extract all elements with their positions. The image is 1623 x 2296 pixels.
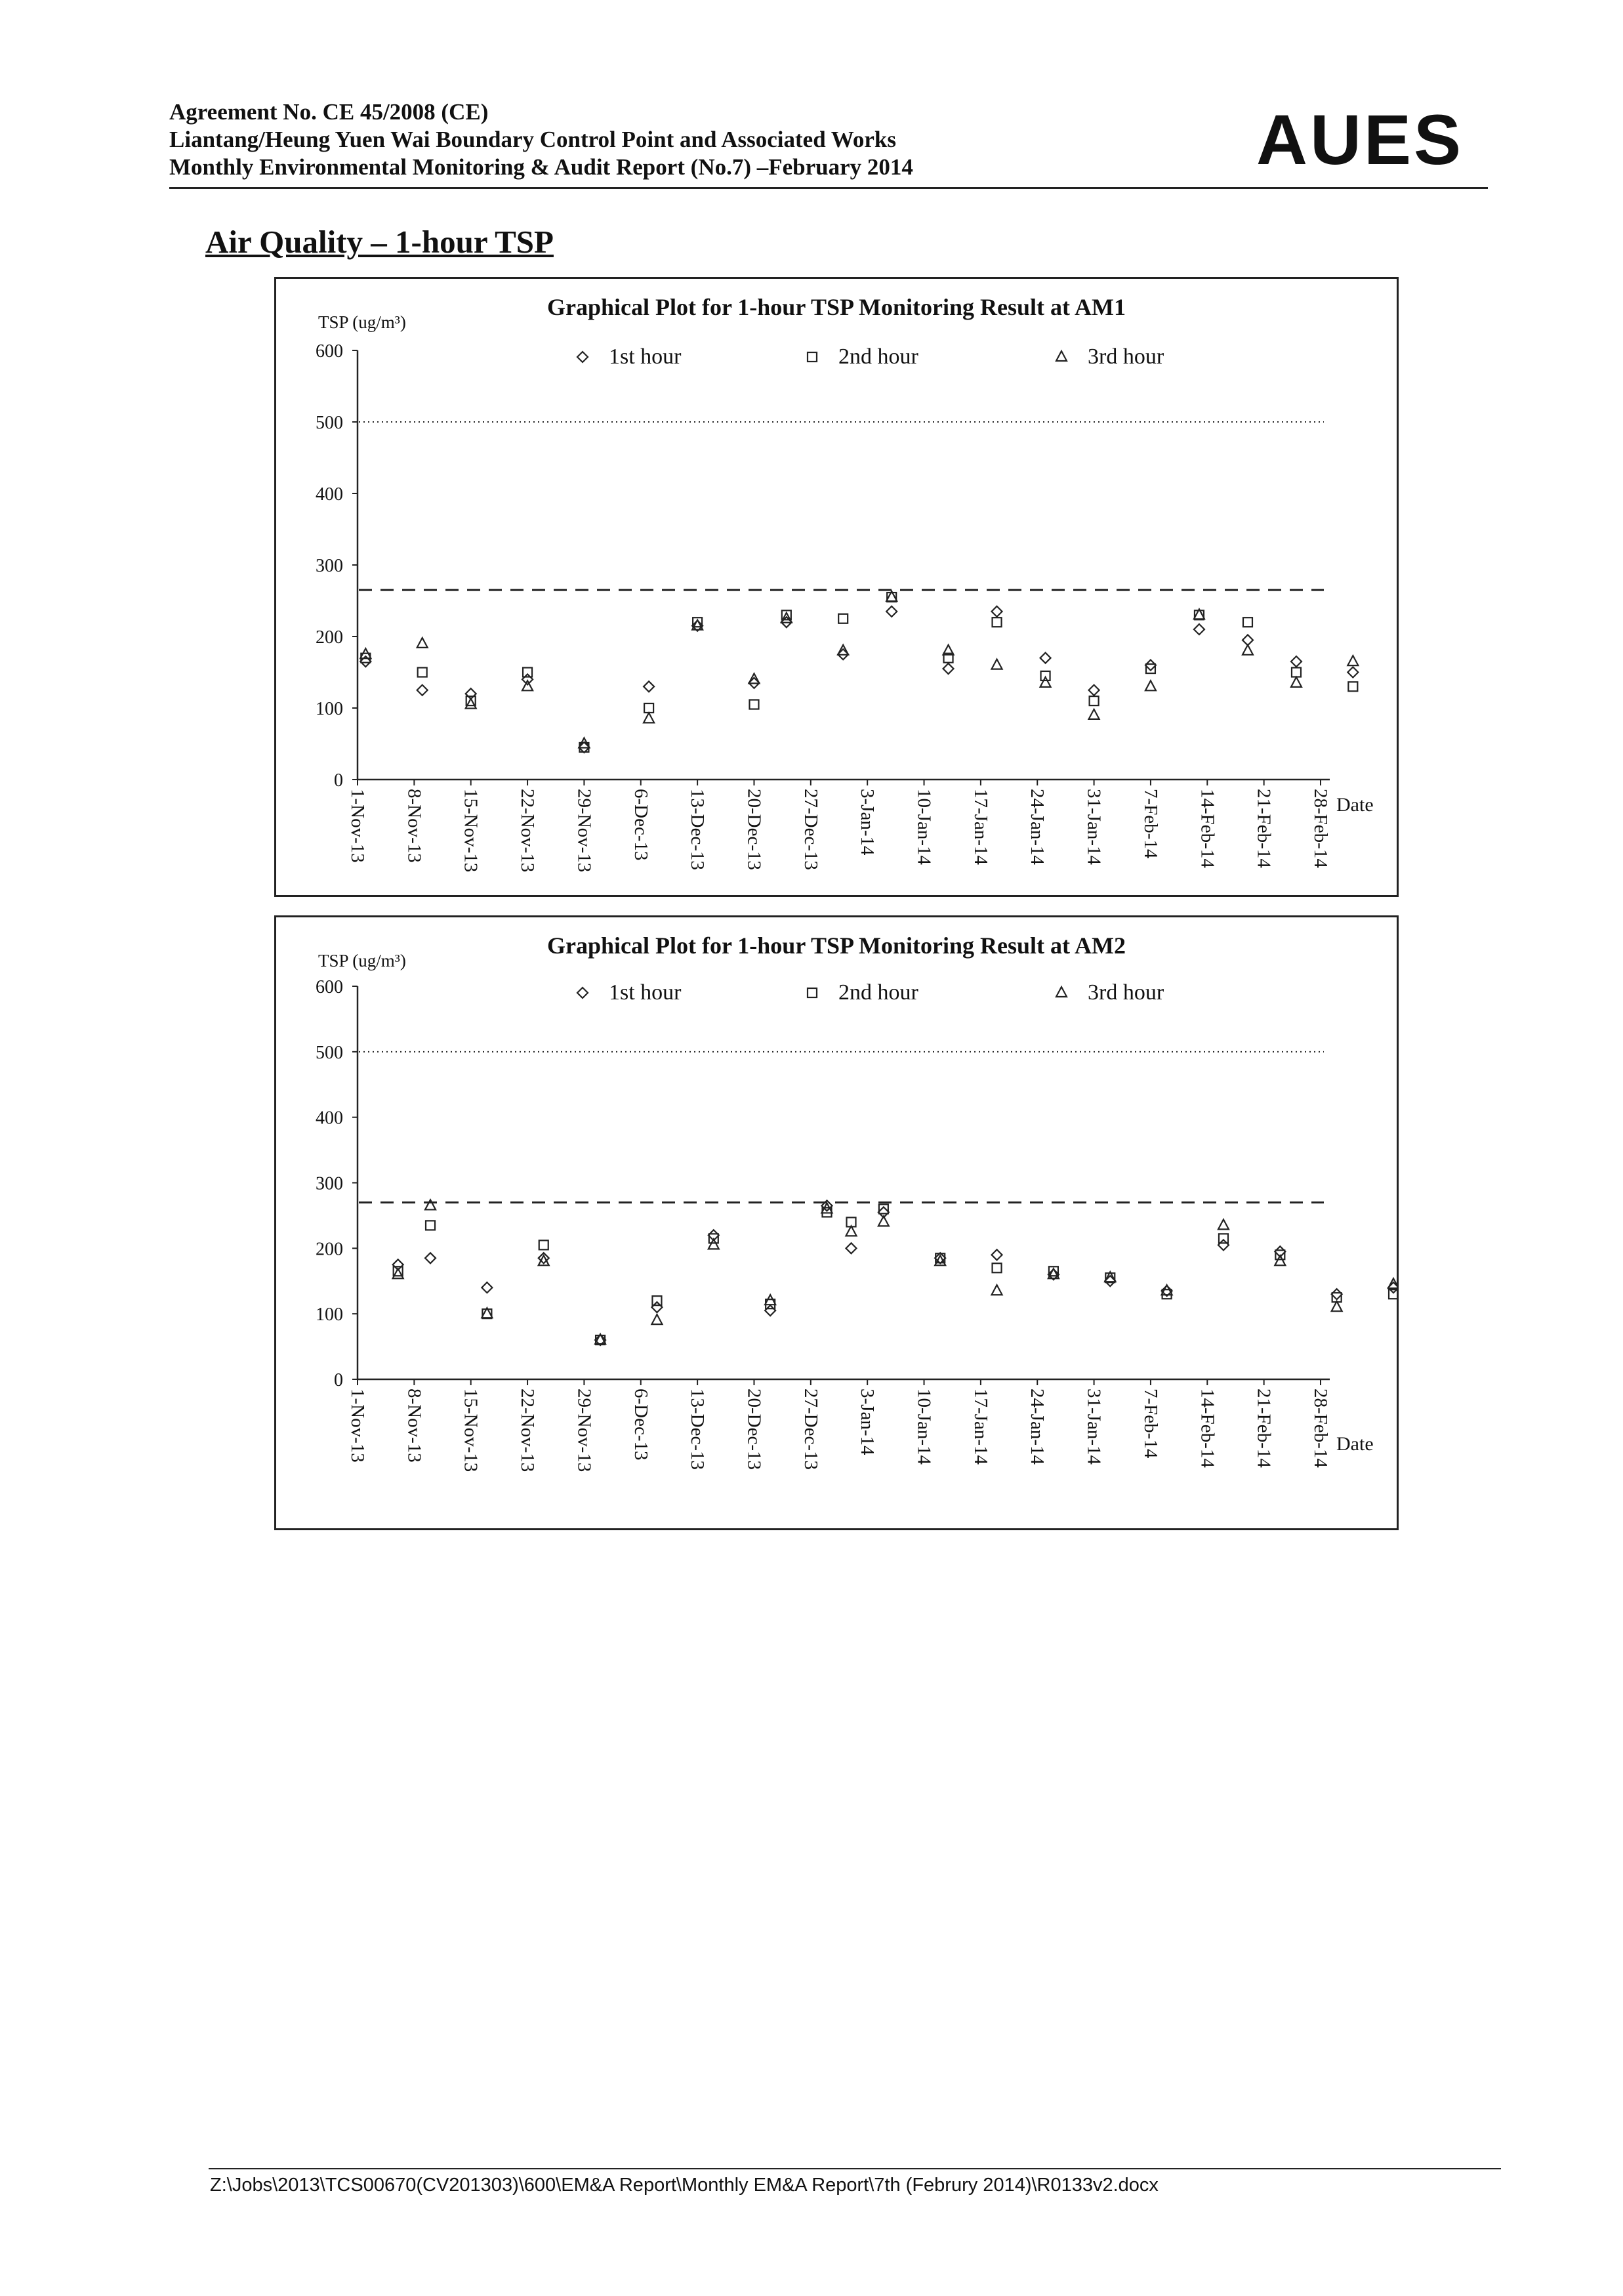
data-point-square [652,1296,661,1305]
data-point-square [1389,1289,1398,1299]
data-point-triangle [1243,645,1253,655]
y-tick-label: 400 [316,1108,343,1129]
data-point-triangle [1040,677,1051,687]
y-tick-label: 100 [316,1305,343,1325]
x-tick-label: 15-Nov-13 [460,1388,482,1472]
x-tick-label: 14-Feb-14 [1197,789,1218,868]
section-title: Air Quality – 1-hour TSP [205,224,554,260]
data-point-square [879,1204,888,1213]
data-point-triangle [425,1200,436,1209]
legend-marker-2 [808,352,817,362]
data-point-square [1146,664,1155,673]
data-point-diamond [992,606,1002,617]
x-tick-label: 29-Nov-13 [573,789,595,873]
y-axis-label: TSP (ug/m³) [318,312,406,332]
x-tick-label: 21-Feb-14 [1253,789,1275,868]
x-tick-label: 7-Feb-14 [1140,789,1161,859]
data-point-diamond [1347,667,1358,678]
data-point-square [523,668,532,677]
data-point-diamond [1040,653,1051,663]
legend-label-2: 2nd hour [838,980,918,1005]
x-tick-label: 29-Nov-13 [573,1388,595,1472]
x-tick-label: 28-Feb-14 [1310,789,1331,868]
data-point-square [644,703,653,713]
data-point-diamond [425,1253,436,1263]
x-axis-label: Date [1336,794,1374,816]
am1-chart [274,277,1399,897]
x-tick-label: 6-Dec-13 [630,1388,651,1461]
legend-label-2: 2nd hour [838,344,918,369]
chart-frame [276,278,1398,896]
data-point-square [1090,696,1099,705]
data-point-diamond [482,1282,492,1293]
company-logo: AUES [1256,100,1464,179]
x-tick-label: 7-Feb-14 [1140,1388,1161,1459]
data-point-triangle [1291,677,1302,687]
data-point-square [1292,668,1301,677]
x-tick-label: 1-Nov-13 [347,1388,368,1463]
x-tick-label: 15-Nov-13 [460,789,482,873]
data-point-triangle [393,1268,403,1278]
x-tick-label: 22-Nov-13 [517,1388,539,1472]
data-point-diamond [417,685,428,696]
x-tick-label: 13-Dec-13 [687,1388,709,1471]
data-point-square [418,668,427,677]
x-tick-label: 31-Jan-14 [1083,1388,1105,1465]
x-tick-label: 14-Feb-14 [1197,1388,1218,1468]
y-tick-label: 0 [334,1370,343,1390]
y-tick-label: 200 [316,1239,343,1260]
x-tick-label: 20-Dec-13 [743,789,765,871]
data-point-diamond [644,681,654,692]
y-axis-label: TSP (ug/m³) [318,951,406,971]
data-point-diamond [1218,1240,1229,1250]
data-point-triangle [878,1216,889,1226]
x-tick-label: 17-Jan-14 [970,1388,991,1465]
x-tick-label: 1-Nov-13 [347,789,368,863]
am2-chart [274,915,1399,1530]
legend-label-1: 1st hour [609,344,682,369]
header-divider [169,187,1488,189]
legend-marker-3 [1056,987,1067,997]
x-tick-label: 22-Nov-13 [517,789,539,873]
x-tick-label: 10-Jan-14 [913,1388,935,1465]
x-tick-label: 28-Feb-14 [1310,1388,1331,1468]
y-tick-label: 0 [334,770,343,791]
y-tick-label: 500 [316,1042,343,1063]
data-point-triangle [651,1314,662,1324]
y-tick-label: 600 [316,977,343,997]
legend-marker-1 [577,988,588,998]
data-point-square [838,614,848,623]
x-tick-label: 8-Nov-13 [403,789,425,863]
data-point-diamond [992,1249,1002,1260]
x-tick-label: 24-Jan-14 [1027,789,1048,865]
footer-path: Z:\Jobs\2013\TCS00670(CV201303)\600\EM&A Report\Monthly EM&A Report\7th (Februry 2014)\R0133v2.docx [210,2175,1159,2196]
data-point-diamond [765,1305,775,1316]
data-point-triangle [992,1285,1002,1295]
y-tick-label: 300 [316,556,343,576]
x-tick-label: 10-Jan-14 [913,789,935,865]
data-point-diamond [1332,1289,1342,1299]
data-point-triangle [644,713,654,722]
data-point-square [1219,1234,1228,1243]
data-point-triangle [992,659,1002,669]
x-tick-label: 20-Dec-13 [743,1388,765,1471]
data-point-triangle [709,1239,719,1249]
data-point-square [1348,682,1357,691]
x-tick-label: 31-Jan-14 [1083,789,1105,865]
data-point-diamond [886,606,897,617]
x-tick-label: 13-Dec-13 [687,789,709,871]
data-point-triangle [1275,1255,1285,1265]
legend-marker-2 [808,988,817,997]
data-point-diamond [1089,685,1099,696]
y-tick-label: 300 [316,1173,343,1194]
data-point-triangle [1332,1301,1342,1311]
y-tick-label: 500 [316,413,343,433]
x-tick-label: 3-Jan-14 [857,789,878,856]
x-tick-label: 27-Dec-13 [800,1388,821,1471]
agreement-line: Agreement No. CE 45/2008 (CE) [169,99,489,125]
data-point-triangle [417,638,428,648]
legend-marker-3 [1056,351,1067,361]
data-point-diamond [1145,660,1156,671]
x-tick-label: 8-Nov-13 [403,1388,425,1463]
y-tick-label: 400 [316,484,343,505]
y-tick-label: 600 [316,341,343,362]
legend-marker-1 [577,352,588,362]
data-point-diamond [846,1243,857,1253]
x-tick-label: 27-Dec-13 [800,789,821,871]
y-tick-label: 200 [316,627,343,648]
x-tick-label: 3-Jan-14 [857,1388,878,1455]
data-point-square [749,700,758,709]
data-point-triangle [1089,709,1099,719]
report-line: Monthly Environmental Monitoring & Audit Report (No.7) –February 2014 [169,154,913,180]
legend-label-1: 1st hour [609,980,682,1005]
data-point-square [426,1221,435,1230]
legend-label-3: 3rd hour [1088,980,1164,1005]
data-point-triangle [846,1226,857,1236]
data-point-square [539,1240,548,1249]
data-point-square [1243,617,1252,627]
x-tick-label: 21-Feb-14 [1253,1388,1275,1468]
data-point-diamond [1194,624,1204,635]
data-point-diamond [943,663,954,674]
data-point-triangle [1218,1219,1229,1229]
chart-title: Graphical Plot for 1-hour TSP Monitoring Result at AM1 [546,294,1126,320]
legend-label-3: 3rd hour [1088,344,1164,369]
data-point-triangle [1347,656,1358,665]
x-tick-label: 6-Dec-13 [630,789,651,861]
data-point-diamond [1291,656,1302,667]
footer-divider [209,2168,1501,2169]
chart-frame [276,917,1398,1530]
data-point-triangle [1145,680,1156,690]
data-point-square [993,617,1002,627]
data-point-square [993,1263,1002,1272]
y-tick-label: 100 [316,699,343,719]
x-tick-label: 17-Jan-14 [970,789,991,865]
project-line: Liantang/Heung Yuen Wai Boundary Control Point and Associated Works [169,127,896,152]
chart-title: Graphical Plot for 1-hour TSP Monitoring Result at AM2 [546,932,1126,959]
data-point-triangle [466,699,476,709]
data-point-diamond [651,1302,662,1312]
x-axis-label: Date [1336,1433,1374,1455]
x-tick-label: 24-Jan-14 [1027,1388,1048,1465]
